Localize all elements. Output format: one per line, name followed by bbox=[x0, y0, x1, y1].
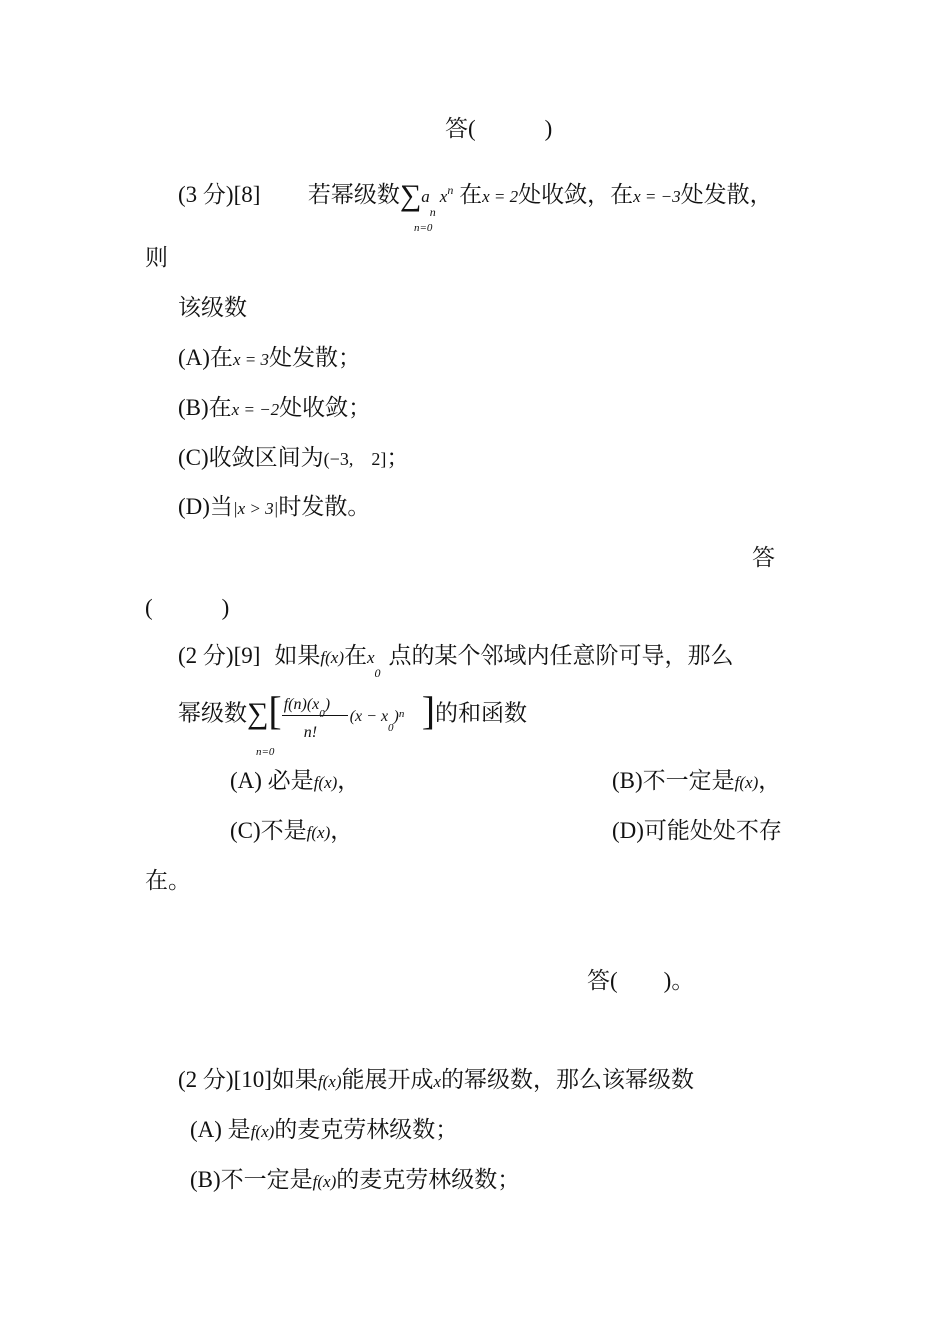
question-9-line-2: 幂级数∑[ $f(n)(x_0)$ n! $(x - x_0)^n$ ]的和函数 bbox=[178, 688, 528, 741]
question-10-function: f(x) bbox=[317, 1072, 342, 1091]
question-9-text-1: 如果 bbox=[274, 643, 321, 668]
question-8-condition-1: x = 2 bbox=[482, 187, 519, 206]
question-8-series: $\sum a_nx^n$ bbox=[399, 179, 454, 219]
question-8-answer-label: 答 bbox=[752, 545, 775, 570]
question-9-text-3: 点的某个邻域内任意阶可导，那么 bbox=[388, 643, 734, 668]
question-9-option-a: (A) 必是f(x)， bbox=[230, 768, 361, 793]
question-8-option-b: (B)在x = −2处收敛； bbox=[178, 395, 372, 420]
question-9-option-b: (B)不一定是f(x)， bbox=[612, 768, 782, 793]
question-8-text-4: 处发散， bbox=[680, 182, 773, 207]
question-8-text-2: 在 bbox=[459, 182, 483, 207]
question-9-option-d-wrap: 在。 bbox=[145, 868, 191, 893]
question-10-number: (2 分)[10] bbox=[178, 1067, 272, 1092]
answer-placeholder-top: 答( ) bbox=[445, 116, 553, 141]
question-8-option-a: (A)在x = 3处发散； bbox=[178, 345, 361, 370]
question-9-sum-symbol: ∑ bbox=[247, 697, 269, 731]
question-10-line-1: (2 分)[10]如果f(x)能展开成x的幂级数，那么该幂级数 bbox=[178, 1067, 695, 1092]
question-9-series-term: $f(n)(x_0)$ n! $(x - x_0)^n$ bbox=[283, 696, 405, 741]
question-8-option-c: (C)收敛区间为(−3, 2]； bbox=[178, 445, 410, 470]
question-8-text-3: 处收敛，在 bbox=[518, 182, 634, 207]
question-8-stem: 该级数 bbox=[178, 295, 247, 320]
question-8-line-1 bbox=[178, 178, 773, 219]
question-9-line-1: (2 分)[9] 如果f(x)在$x_0$点的某个邻域内任意阶可导，那么 bbox=[178, 643, 734, 680]
question-9-option-d: (D)可能处处不存 bbox=[612, 818, 782, 843]
question-8-text-1: 若幂级数 bbox=[307, 182, 400, 207]
question-8-condition-2: x = −3 bbox=[633, 187, 681, 206]
question-9-point: x bbox=[366, 648, 375, 667]
question-8-wrap: 则 bbox=[145, 245, 168, 270]
question-9-option-c: (C)不是f(x)， bbox=[230, 818, 354, 843]
question-10-variable: x bbox=[433, 1072, 442, 1091]
question-8-sum-lower-limit: n=0 bbox=[414, 222, 433, 234]
question-9-answer-placeholder: 答( )。 bbox=[587, 968, 695, 993]
question-9-sum-lower-limit: n=0 bbox=[256, 746, 275, 758]
question-10-option-a: (A) 是f(x)的麦克劳林级数； bbox=[190, 1117, 459, 1142]
question-8-number: (3 分)[8] bbox=[178, 182, 261, 207]
question-8-answer-placeholder: ( ) bbox=[145, 595, 230, 620]
question-10-option-b: (B)不一定是f(x)的麦克劳林级数； bbox=[190, 1167, 521, 1192]
question-8-option-d: (D)当|x > 3|时发散。 bbox=[178, 494, 371, 519]
question-9-function: f(x) bbox=[320, 648, 344, 667]
question-9-number: (2 分)[9] bbox=[178, 643, 261, 668]
